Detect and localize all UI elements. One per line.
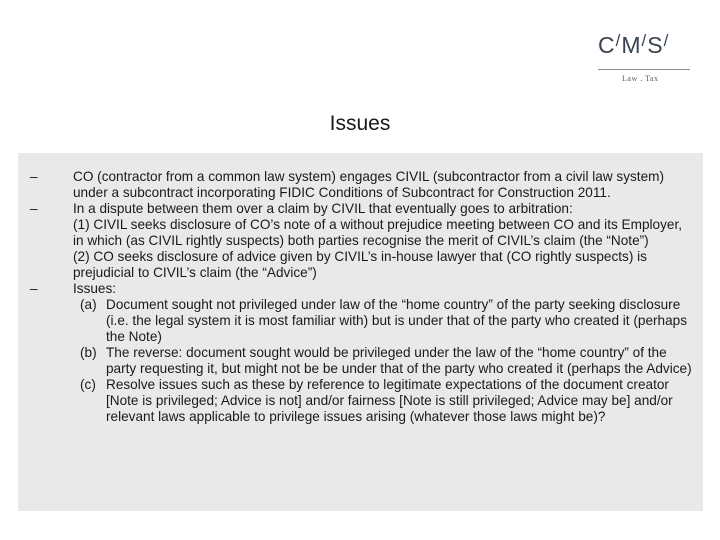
cms-logo: [598, 32, 690, 84]
bullet-text: CO (contractor from a common law system) engages CIVIL (subcontractor from a civil law system) under a subcontract incorporating FIDIC Conditions of Subcontract for Construction 2011.: [73, 169, 664, 200]
logo-letter-c: C: [598, 32, 616, 58]
issue-label: (a): [80, 297, 97, 312]
issue-label: (b): [80, 345, 97, 360]
logo-tick: /: [663, 31, 670, 50]
bullet-dash: –: [30, 281, 38, 296]
logo-tick: /: [615, 31, 622, 50]
bullet-dash: –: [30, 201, 38, 216]
issue-item: [73, 377, 693, 425]
issue-sublist: [73, 297, 693, 425]
bullet-text: Issues:: [73, 281, 117, 296]
bullet-subline: (1) CIVIL seeks disclosure of CO’s note of a without prejudice meeting between CO and its Employer, in which (as CIVIL rightly suspects) both parties recognise the merit of CIVIL’s claim (the “Note”): [73, 217, 682, 248]
bullet-text: In a dispute between them over a claim by CIVIL that eventually goes to arbitration:: [73, 201, 573, 216]
content-panel: [18, 153, 703, 511]
issue-label: (c): [80, 377, 96, 392]
bullet-list: [18, 169, 703, 425]
bullet-item: [18, 169, 703, 201]
issue-text: Resolve issues such as these by reference to legitimate expectations of the document creator [Note is privileged; Advice is not] and/or fairness [Note is still privileged; Advice may be] and/or relevant laws applicable to privilege issues arising (whatever those laws might be)?: [106, 377, 673, 424]
bullet-subline: (2) CO seeks disclosure of advice given by CIVIL’s in-house lawyer that (CO rightly suspects) is prejudicial to CIVIL’s claim (the “Advice”): [73, 249, 647, 280]
logo-letter-m: M: [621, 32, 642, 58]
logo-tick: /: [641, 31, 648, 50]
bullet-dash: –: [30, 169, 38, 184]
cms-logo-mark: [598, 32, 669, 61]
slide-title: Issues: [329, 112, 391, 135]
bullet-item: [18, 281, 703, 297]
issue-text: The reverse: document sought would be privileged under the law of the “home country” of the party requesting it, but might not be be under that of the party who created it (perhaps the Advice): [106, 345, 692, 376]
issue-item: [73, 345, 693, 377]
bullet-item: [18, 201, 703, 217]
logo-tagline: Law . Tax: [622, 74, 659, 83]
logo-divider: [598, 69, 690, 70]
issue-text: Document sought not privileged under law of the “home country” of the party seeking disclosure (i.e. the legal system it is most familiar with) but is under that of the party who created it (perhaps the Note): [106, 297, 688, 344]
issue-item: [73, 297, 693, 345]
logo-letter-s: S: [647, 32, 664, 58]
